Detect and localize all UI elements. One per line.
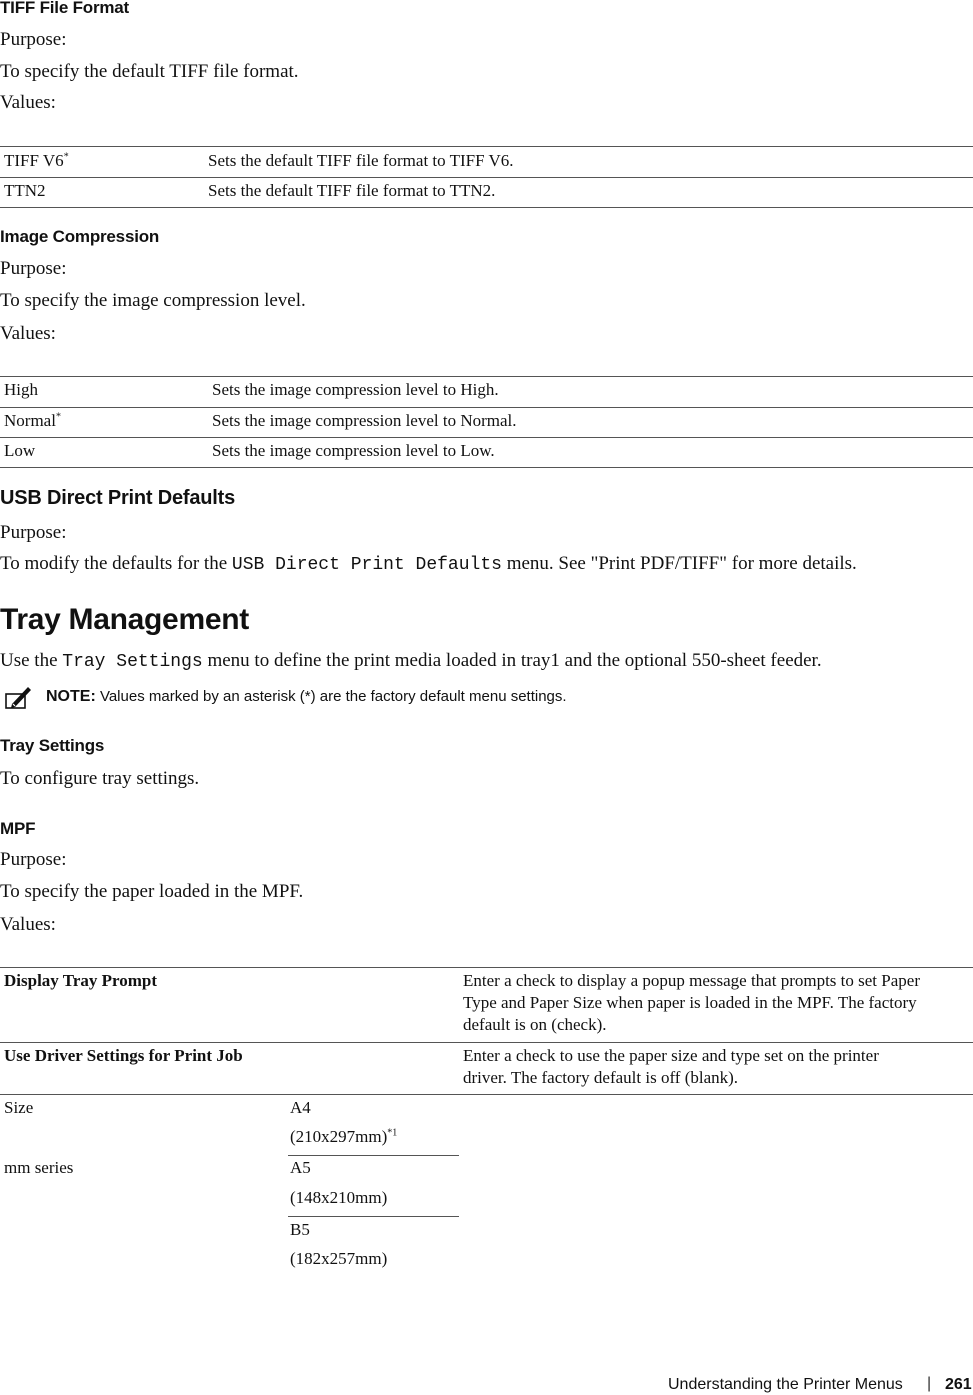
compression-heading: Image Compression [0, 227, 160, 246]
usb-purpose-label: Purpose: [0, 522, 67, 543]
tiff-heading: TIFF File Format [0, 0, 130, 17]
usb-purpose-text: To modify the defaults for the USB Direct Print Defaults menu. See "Print PDF/TIFF" for more details. [0, 553, 857, 575]
compression-purpose-text: To specify the image compression level. [0, 290, 306, 311]
tiff-purpose-text: To specify the default TIFF file format. [0, 61, 299, 82]
tiff-row-desc: Sets the default TIFF file format to TTN2. [208, 181, 496, 200]
mpf-heading: MPF [0, 819, 36, 838]
compression-table-rule-top [0, 376, 973, 377]
tiff-row-key: TIFF V6* [4, 151, 69, 170]
compression-values-label: Values: [0, 323, 56, 344]
mpf-table-rule [0, 1094, 973, 1095]
footer-separator: | [927, 1375, 932, 1392]
tray-settings-text: To configure tray settings. [0, 768, 200, 789]
compression-table-rule [0, 407, 973, 408]
tiff-purpose-label: Purpose: [0, 29, 67, 50]
size-option-dim: (182x257mm) [290, 1249, 388, 1268]
compression-row-desc: Sets the image compression level to Low. [212, 441, 495, 460]
note-text: NOTE: Values marked by an asterisk (*) are the factory default menu settings. [46, 688, 567, 705]
size-option-dim: $(210x297mm)^{*1}$ [290, 1127, 398, 1146]
compression-purpose-label: Purpose: [0, 258, 67, 279]
mm-series-label: mm series [4, 1158, 74, 1177]
mpf-table-rule-top [0, 967, 973, 968]
display-tray-prompt-key: Display Tray Prompt [4, 971, 158, 990]
size-option-name: A5 [290, 1158, 311, 1177]
mpf-purpose-label: Purpose: [0, 849, 67, 870]
display-tray-prompt-desc: Enter a check to display a popup message that prompts to set Paper Type and Paper Size when paper is loaded in the MPF. The factory default is on (check). [463, 971, 920, 1034]
tiff-table-rule [0, 177, 973, 178]
tray-management-heading: Tray Management [0, 603, 249, 636]
compression-table-rule [0, 437, 973, 438]
footer-page-number: 261 [945, 1376, 972, 1393]
compression-table-rule-bottom [0, 467, 973, 468]
size-label: Size [4, 1098, 34, 1117]
compression-row-key: Normal* [4, 411, 61, 430]
size-option-name: B5 [290, 1220, 310, 1239]
tiff-row-key: TTN2 [4, 181, 46, 200]
tiff-row-desc: Sets the default TIFF file format to TIFF V6. [208, 151, 514, 170]
compression-row-desc: Sets the image compression level to Normal. [212, 411, 517, 430]
usb-heading: USB Direct Print Defaults [0, 487, 236, 509]
size-option-dim: (148x210mm) [290, 1188, 388, 1207]
compression-row-desc: Sets the image compression level to High. [212, 380, 499, 399]
compression-row-key: High [4, 380, 38, 399]
tray-settings-heading: Tray Settings [0, 736, 105, 755]
note-pencil-icon [4, 684, 32, 710]
size-rule [288, 1155, 459, 1156]
note-label: NOTE: [46, 688, 96, 705]
mpf-purpose-text: To specify the paper loaded in the MPF. [0, 881, 304, 902]
footer-section-title: Understanding the Printer Menus [668, 1376, 903, 1393]
tiff-values-label: Values: [0, 92, 56, 113]
tiff-table-rule-top [0, 146, 973, 147]
tray-settings-code: Tray Settings [62, 652, 203, 672]
size-option-name: A4 [290, 1098, 311, 1117]
compression-row-key: Low [4, 441, 36, 460]
usb-menu-code: USB Direct Print Defaults [231, 555, 502, 575]
tiff-table-rule-bottom [0, 207, 973, 208]
mpf-table-rule [0, 1042, 973, 1043]
mpf-values-label: Values: [0, 914, 56, 935]
size-rule [288, 1216, 459, 1217]
driver-settings-key: Use Driver Settings for Print Job [4, 1046, 243, 1065]
tray-management-text: Use the Tray Settings menu to define the print media loaded in tray1 and the optional 550-sheet feeder. [0, 650, 822, 672]
driver-settings-desc: Enter a check to use the paper size and type set on the printer driver. The factory default is off (blank). [463, 1046, 879, 1087]
